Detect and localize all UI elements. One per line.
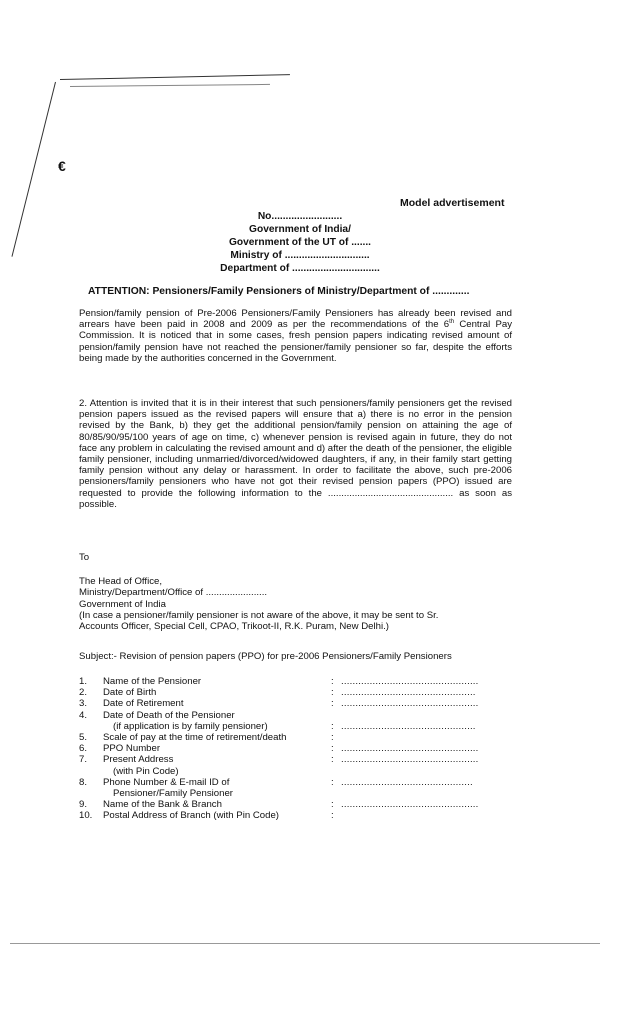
to-label: To [79,552,90,563]
form-item-number: 6. [79,743,88,755]
form-item-colon: : [331,799,334,811]
form-item-number: 7. [79,754,88,766]
letter-number: No......................... [257,211,343,222]
form-item-colon: : [331,776,334,788]
form-item-number: 1. [79,676,88,687]
form-item-blank: .............................................. [341,776,473,788]
form-item-label: Date of Birth [103,687,157,699]
form-item-label: PPO Number [103,743,161,755]
form-item-label: Postal Address of Branch (with Pin Code) [103,810,279,822]
form-item-number: 4. [79,709,88,721]
form-item-colon: : [331,676,334,687]
form-item-blank: ................................................ [341,698,479,710]
letter-header [150,210,450,275]
form-item-label: Date of Death of the Pensioner [103,709,235,721]
form-item-label: (with Pin Code) [113,765,179,777]
form-item-label: Name of the Bank & Branch [103,799,222,811]
form-item-number: 10. [79,810,93,822]
form-item-blank: ............................................... [341,687,476,699]
govt-india: Government of India/ [249,224,351,235]
form-item-number: 3. [79,698,88,710]
scan-artifact-top-line [60,74,290,80]
scan-artifact-top-line-2 [70,84,270,87]
address-line-2: Ministry/Department/Office of ....................... [79,587,268,599]
scan-artifact-bottom-line [10,943,600,944]
ministry: Ministry of .............................. [230,250,370,261]
form-item-blank: ............................................... [341,720,476,732]
department: Department of ............................... [220,263,380,274]
form-item-label: Date of Retirement [103,698,184,710]
form-item-colon: : [331,754,334,766]
form-item-blank: ................................................ [341,799,479,811]
para1-superscript: th [449,319,455,326]
form-item-blank: ................................................ [341,754,479,766]
form-item-blank: ................................................ [341,676,479,687]
form-item-label: Pensioner/Family Pensioner [113,787,233,799]
form-item-colon: : [331,698,334,710]
form-item-number: 8. [79,776,88,788]
form-item-colon: : [331,720,334,732]
form-item-colon: : [331,810,334,822]
margin-mark: € [58,158,66,174]
form-item-number: 5. [79,731,88,743]
form-item-colon: : [331,687,334,699]
form-item-colon: : [331,731,334,743]
attention-heading: ATTENTION: Pensioners/Family Pensioners of Ministry/Department of ............. [88,286,470,297]
form-item-label: Name of the Pensioner [103,676,202,687]
form-item-label: Phone Number & E-mail ID of [103,776,230,788]
scan-artifact-left-diagonal [11,82,56,257]
address-line-5: Accounts Officer, Special Cell, CPAO, Trikoot-II, R.K. Puram, New Delhi.) [79,621,389,633]
para1-text-b: Central Pay Commission. It is noticed that in some cases, fresh pension papers indicating revised amount of pension/family pension have not reached the pensioner/family pensioner so far, despite the efforts being made by the authorities concerned in the Government. [79,319,512,364]
govt-ut: Government of the UT of ....... [228,237,372,248]
form-item-label: Present Address [103,754,174,766]
form-item-number: 2. [79,687,88,699]
para1-text-a: Pension/family pension of Pre-2006 Pensioners/Family Pensioners has already been revised and arrears have been paid in 2008 and 2009 as per the recommendations of the 6 [79,308,512,331]
form-item-label: (if application is by family pensioner) [113,720,268,732]
form-item-number: 9. [79,799,88,811]
address-block [79,576,438,632]
subject-line: Subject:- Revision of pension papers (PPO) for pre-2006 Pensioners/Family Pensioners [79,651,452,662]
paragraph-1 [79,308,512,364]
form-item-label: Scale of pay at the time of retirement/death [103,731,287,743]
model-advertisement-label: Model advertisement [400,197,505,209]
address-line-3: Government of India [79,598,166,610]
address-line-4: (In case a pensioner/family pensioner is not aware of the above, it may be sent to Sr. [79,609,439,621]
address-line-1: The Head of Office, [79,576,163,587]
form-item-colon: : [331,743,334,755]
form-item-blank: ................................................ [341,743,479,755]
paragraph-2: 2. Attention is invited that it is in their interest that such pensioners/family pensioners get the revised pension papers issued as the revised papers will ensure that a) there is no error in the pension revised by the Bank, b) they get the additional pension/family pension on attaining the age of 80/85/90/95/100 years of age on time, c) whenever pension is revised again in future, they do not face any problem in calculating the revised amount and d) after the death of the pensioner, the eligible family pensioner, including unmarried/divorced/widowed daughters, if any, in their family start getting family pension without any delay or harassment. In order to facilitate the above, such pre-2006 pensioners/family pensioners who have not got their revised pension papers (PPO) issued are requested to provide the following information to the ............................................... as soon as possible. [79,398,512,510]
